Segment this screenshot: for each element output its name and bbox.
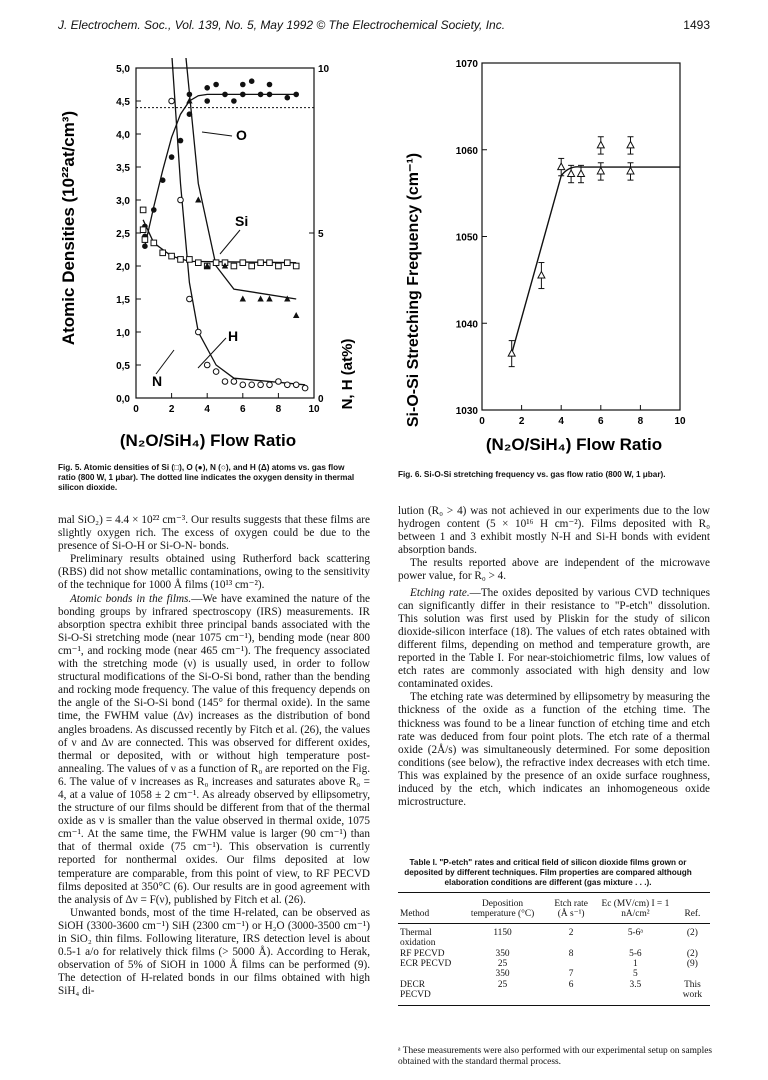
- si-point: [142, 237, 148, 243]
- o-point: [258, 92, 264, 98]
- annotation-n: N: [152, 373, 163, 389]
- n-point: [240, 382, 246, 388]
- h-point: [186, 98, 192, 104]
- n-point: [267, 382, 273, 388]
- y-tick-label: 2,5: [116, 229, 130, 240]
- si-point: [258, 260, 264, 266]
- table-cell: (2): [686, 948, 698, 959]
- o-point: [267, 92, 273, 98]
- paragraph: Etching rate.—The oxides deposited by various CVD techniques can significantly differ in their resistance to "P-etch" dissolution. This solution was first used by Pliskin for the study of silicon dioxide-silicon interface (18). The values of etch rates obtained with different films, depending on method and temperature growth, are reported in the Table I. For near-stoichiometric films, low values of etch rates are commonly associated with high density and low contaminated oxides.: [398, 586, 710, 691]
- journal-citation: J. Electrochem. Soc., Vol. 139, No. 5, May 1992 © The Electrochemical Society, Inc.: [58, 18, 506, 32]
- table-cell: This work: [675, 980, 710, 1005]
- y2-tick-label: 5: [318, 229, 324, 240]
- x-axis-label: (N₂O/SiH₄) Flow Ratio: [485, 435, 663, 454]
- si-point: [140, 207, 146, 213]
- table-cell: DECR PECVD: [398, 980, 459, 1005]
- table-cell: (9): [686, 959, 698, 970]
- figure-6-chart: [398, 58, 718, 456]
- y-tick-label: 1070: [455, 59, 478, 70]
- y-axis-label: Si-O-Si Stretching Frequency (cm⁻¹): [405, 152, 422, 428]
- table-1: [398, 892, 710, 1006]
- h-point: [293, 312, 299, 318]
- n-point: [196, 329, 202, 335]
- table-cell: 25: [497, 959, 508, 970]
- figure-6-caption: Fig. 6. Si-O-Si stretching frequency vs. gas flow ratio (800 W, 1 μbar).: [398, 470, 666, 479]
- figure-5-caption: Fig. 5. Atomic densities of Si (□), O (●), N (○), and H (Δ) atoms vs. gas flow ratio (800 W, 1 μbar). The dotted line indicates the oxygen density in thermal silicon dioxide.: [58, 463, 355, 492]
- table-cell: 1: [633, 959, 638, 970]
- paragraph: The etching rate was determined by ellipsometry by measuring the thickness of the oxide as a function of the etching time. The thickness was found to be a linear function of etching time and etch rate was deduced from four point plots. The etch rate of a thermal oxide (2Å/s) was simultaneously determined. For some deposition conditions (see below), the refractive index decreases with etch time. This was explained by the presence of an oxide surface roughness, induced by the etch, which indicates an inhomogeneous oxide microstructure.: [398, 691, 710, 809]
- table-row: [398, 949, 710, 959]
- column-header: Ec (MV/cm) I = 1 nA/cm²: [596, 893, 675, 924]
- si-point: [196, 260, 202, 266]
- y-tick-label: 1060: [455, 145, 478, 157]
- table-cell: 350: [495, 969, 510, 980]
- o-point: [151, 207, 157, 213]
- paragraph: The results reported above are independent of the microwave power value, for R₀ > 4.: [398, 557, 710, 583]
- table-header-row: [398, 893, 710, 924]
- x-tick-label: 8: [637, 416, 644, 427]
- table-row: [398, 969, 710, 979]
- table-cell: 2: [568, 927, 574, 938]
- section-heading: Etching rate.: [410, 586, 470, 599]
- table-footnote: ᵃ These measurements were also performed with our experimental setup on samples obtained with the standard thermal process.: [398, 1046, 713, 1067]
- x-tick-label: 2: [168, 404, 175, 415]
- table-cell: [675, 969, 710, 979]
- o-point: [160, 177, 166, 183]
- table-cell: 5-6: [629, 948, 642, 959]
- table-cell: (2): [686, 927, 698, 938]
- o-point: [142, 243, 148, 249]
- table-cell: [398, 969, 459, 979]
- si-point: [160, 250, 166, 256]
- x-tick-label: 6: [598, 416, 604, 427]
- table-cell: 6: [546, 980, 596, 1005]
- si-point: [140, 227, 146, 233]
- paragraph: Unwanted bonds, most of the time H-related, can be observed as SiOH (3300-3600 cm⁻¹) SiH (2300 cm⁻¹) or H₂O (3000-3500 cm⁻¹) in SiO₂ thin films. Following literature, IRS detection level is about 0.5-1 a/o for relatively thick films (> 5000 Å). According to Herak, observation of 5% of SiOH in 1000 Å films can be performed (9). The detection of H-related bonds in our films obtained with high SiH₄ di-: [58, 906, 370, 998]
- x-tick-label: 4: [558, 416, 564, 427]
- plot-border: [136, 68, 314, 398]
- n-point: [169, 98, 175, 104]
- h-point: [257, 296, 263, 302]
- y-tick-label: 0,5: [116, 361, 130, 372]
- o-point: [222, 92, 228, 98]
- frequency-point: [578, 170, 585, 177]
- oxygen-fit-curve: [145, 94, 296, 246]
- y-tick-label: 1040: [455, 319, 478, 331]
- n-point: [302, 385, 308, 391]
- y2-tick-label: 0: [318, 394, 324, 405]
- column-header: Method: [398, 893, 459, 924]
- y-tick-label: 1,0: [116, 328, 130, 339]
- paragraph: mal SiO₂) = 4.4 × 10²² cm⁻³. Our results suggests that these films are slightly oxygen rich. The excess of oxygen could be due to the presence of Si-O-H or Si-O-N- bonds.: [58, 514, 370, 553]
- y-tick-label: 1,5: [116, 295, 130, 306]
- table-cell: 3.5: [596, 980, 675, 1005]
- n-point: [258, 382, 264, 388]
- si-point: [178, 257, 184, 263]
- table-cell: 25: [459, 980, 547, 1005]
- figure-5-chart: [52, 58, 372, 456]
- o-point: [169, 154, 175, 160]
- o-point: [285, 95, 291, 101]
- right-column: [398, 505, 710, 809]
- paragraph: Atomic bonds in the films.—We have examined the nature of the bonding groups by infrared spectroscopy (IRS) measurements. IR absorption spectra exhibit three principal bands associated with the Si-O-Si stretching mode (near 1075 cm⁻¹), bending mode (near 800 cm⁻¹, and rocking mode (near 465 cm⁻¹). The frequency associated with the stretching mode (ν) is usually used, in order to follow structural modifications of the Si-O-Si bond, rather than the bending and rocking mode frequency. The value of this frequency depends on the angle of the Si-O-Si bond (145° for thermal oxide). In the same time, the FWHM value (Δν) increases as the distribution of bond angles broadens. As discussed recently by Fitch et al. (26), the values of ν and Δν are connected. This was observed for different oxides, thermal or deposited, with or without high temperature post-annealing. The values of ν as a function of R₀ are reported on the Fig. 6. The value of ν increases as R₀ increases and saturates above R₀ = 4, at a value of 1058 ± 2 cm⁻¹. As already observed by ellipsometry, the structure of our films should be different from that of the thermal oxide as ν is smaller than the value observed in thermal oxide, 1075 cm⁻¹. At the same time, the FWHM value is larger (90 cm⁻¹) than that of thermal oxide (75 cm⁻¹). This observation is currently reported for nonthermal oxides. Our films deposited at low temperature are comparable, from this point of view, to RF PECVD films deposited at 350°C (6). Our results are in good agreement with the analysis of Δν = F(ν), published by Fitch et al. (26).: [58, 592, 371, 906]
- o-point: [249, 78, 255, 84]
- table-1-caption: Table I. "P-etch" rates and critical field of silicon dioxide films grown or deposited by different techniques. Film properties are compared although elaboration conditions are different (gas mixture . . .).: [404, 858, 692, 887]
- si-point: [231, 263, 237, 269]
- y-axis-label: Atomic Densities (10²²at/cm³): [59, 110, 78, 346]
- x-tick-label: 0: [133, 404, 139, 415]
- o-point: [293, 92, 299, 98]
- o-point: [178, 138, 184, 144]
- si-point: [249, 263, 255, 269]
- y-tick-label: 2,0: [116, 262, 130, 273]
- plot-frame: [136, 68, 314, 398]
- n-point: [187, 296, 193, 302]
- si-point: [240, 260, 246, 266]
- x-tick-label: 2: [518, 416, 525, 427]
- y-tick-label: 3,5: [116, 163, 130, 174]
- frequency-point: [627, 141, 634, 148]
- o-arrow: [202, 132, 232, 136]
- n-point: [276, 379, 282, 385]
- table-cell: 1150: [493, 927, 512, 938]
- table-row: [398, 959, 710, 969]
- si-point: [187, 257, 193, 263]
- y-tick-label: 3,0: [116, 196, 130, 207]
- n-point: [213, 369, 219, 375]
- n-point: [293, 382, 299, 388]
- o-point: [187, 111, 193, 117]
- left-column: [58, 514, 370, 998]
- x-tick-label: 4: [204, 404, 210, 415]
- column-header: Etch rate (Å s⁻¹): [546, 893, 596, 924]
- table-cell: 350: [495, 948, 510, 959]
- running-header: [58, 18, 710, 36]
- si-point: [213, 260, 219, 266]
- frequency-fit-line: [512, 167, 680, 354]
- n-point: [285, 382, 291, 388]
- y-tick-label: 1050: [455, 232, 478, 244]
- table-cell: 7: [568, 969, 574, 980]
- x-tick-label: 10: [308, 404, 320, 415]
- y-tick-label: 5,0: [116, 64, 130, 75]
- table-row: [398, 923, 710, 948]
- o-point: [204, 85, 210, 91]
- o-point: [267, 82, 273, 88]
- x-tick-label: 8: [275, 404, 282, 415]
- h-point: [240, 296, 246, 302]
- o-point: [231, 98, 237, 104]
- frequency-point: [508, 350, 515, 357]
- table-cell: RF PECVD: [400, 948, 445, 959]
- x-axis-label: (N₂O/SiH₄) Flow Ratio: [119, 431, 297, 450]
- si-arrow: [220, 230, 240, 254]
- column-header: Deposition temperature (°C): [459, 893, 547, 924]
- table-row: [398, 980, 710, 1005]
- silicon-fit-curve: [143, 220, 296, 263]
- si-point: [293, 263, 299, 269]
- paragraph: lution (R₀ > 4) was not achieved in our experiments due to the low hydrogen content (5 × 10¹⁶ H cm⁻²). Films deposited with R₀ between 1 and 3 exhibit mostly N-H and Si-H bonds with evident absorption bands.: [398, 505, 710, 557]
- n-point: [231, 379, 237, 385]
- x-tick-label: 10: [674, 416, 686, 427]
- table-cell: ECR PECVD: [400, 959, 452, 970]
- n-point: [204, 362, 210, 368]
- o-point: [187, 92, 193, 98]
- o-point: [213, 82, 219, 88]
- o-point: [240, 92, 246, 98]
- y-tick-label: 0,0: [116, 394, 130, 405]
- column-header: Ref.: [675, 893, 710, 924]
- table-cell: 8: [568, 948, 574, 959]
- n-point: [249, 382, 255, 388]
- y-tick-label: 4,5: [116, 97, 130, 108]
- si-point: [285, 260, 291, 266]
- annotation-o: O: [236, 127, 247, 143]
- h-point: [266, 296, 272, 302]
- x-tick-label: 0: [479, 416, 485, 427]
- n-point: [178, 197, 184, 203]
- y-tick-label: 1030: [455, 406, 478, 417]
- y2-axis-label: N, H (at%): [339, 338, 356, 410]
- table-cell: Thermal oxidation: [400, 927, 436, 949]
- frequency-point: [538, 272, 545, 279]
- frequency-point: [627, 167, 634, 174]
- si-point: [276, 263, 282, 269]
- y-tick-label: 4,0: [116, 130, 130, 141]
- o-point: [240, 82, 246, 88]
- paragraph: Preliminary results obtained using Rutherford back scattering (RBS) did not show metallic contaminations, owing to the sensitivity of the technique for 1000 Å films (10¹³ cm⁻²).: [58, 553, 370, 592]
- si-point: [169, 253, 175, 259]
- table-cell: 5: [633, 969, 638, 980]
- frequency-point: [597, 167, 604, 174]
- y2-tick-label: 10: [318, 64, 330, 75]
- frequency-point: [558, 163, 565, 170]
- annotation-si: Si: [235, 213, 249, 229]
- page-number: 1493: [683, 18, 710, 32]
- x-tick-label: 6: [240, 404, 246, 415]
- annotation-h: H: [228, 328, 239, 344]
- n-point: [222, 379, 228, 385]
- h-arrow: [198, 338, 226, 368]
- o-point: [204, 98, 210, 104]
- frequency-point: [597, 141, 604, 148]
- frequency-point: [568, 170, 575, 177]
- si-point: [151, 240, 157, 246]
- n-arrow: [156, 350, 174, 374]
- table-cell: [546, 959, 596, 969]
- section-heading: Atomic bonds in the films.: [70, 592, 192, 605]
- si-point: [267, 260, 273, 266]
- table-cell: 5-6ᵃ: [627, 927, 643, 938]
- h-point: [195, 197, 201, 203]
